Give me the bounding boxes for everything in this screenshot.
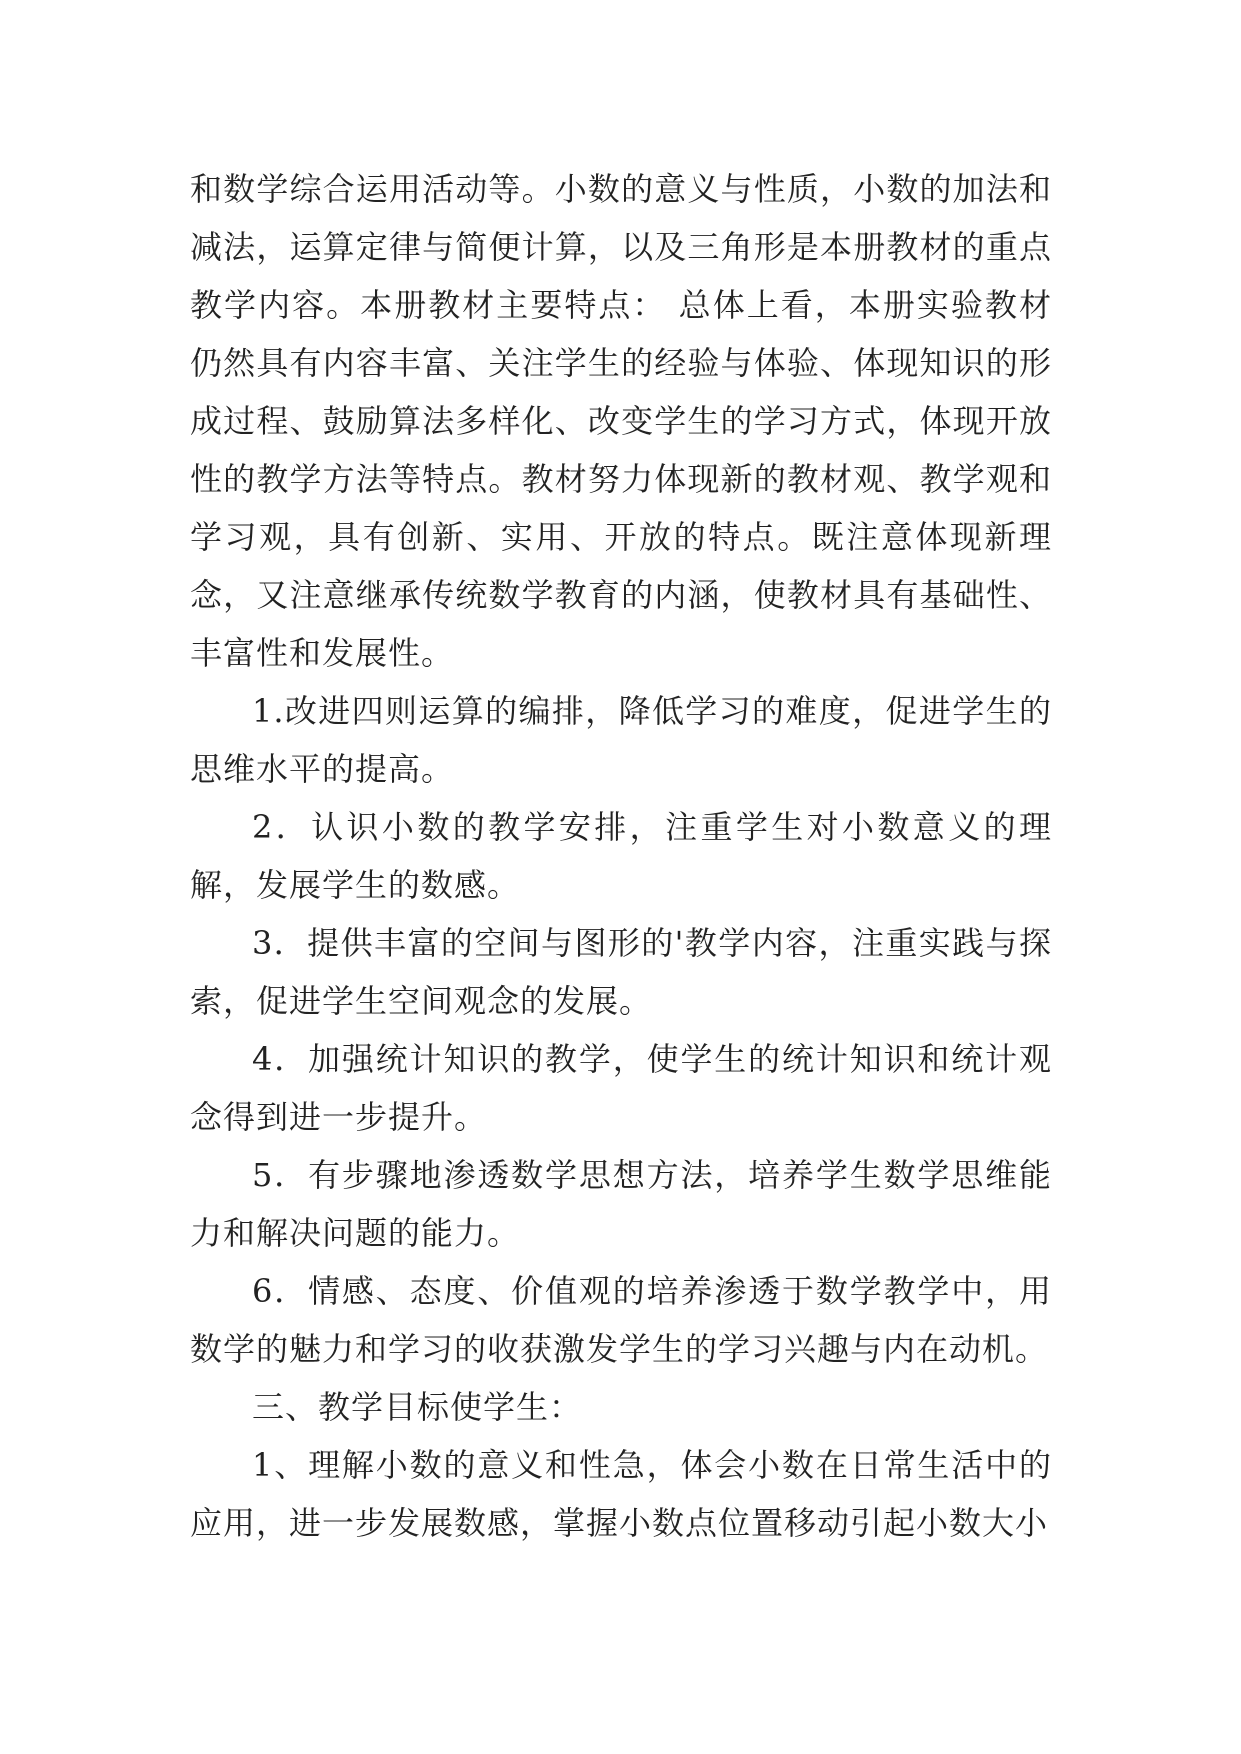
intro-paragraph: 和数学综合运用活动等。小数的意义与性质，小数的加法和减法，运算定律与简便计算，以及三角形是本册教材的重点教学内容。本册教材主要特点： 总体上看，本册实验教材仍然具有内容丰富、关注学生的经验与体验、体现知识的形成过程、鼓励算法多样化、改变学生的学习方式，体现开放性的教学方法等特点。教材努力体现新的教材观、教学观和学习观，具有创新、实用、开放的特点。既注意体现新理念，又注意继承传统数学教育的内涵，使教材具有基础性、丰富性和发展性。 — [190, 170, 1052, 672]
goal-item-1: 1、理解小数的意义和性急，体会小数在日常生活中的应用，进一步发展数感，掌握小数点位置移动引起小数大小 — [190, 1446, 1052, 1542]
feature-item-5: 5．有步骤地渗透数学思想方法，培养学生数学思维能力和解决问题的能力。 — [190, 1156, 1052, 1252]
section-heading: 三、教学目标使学生： — [252, 1388, 583, 1426]
feature-item-3: 3．提供丰富的空间与图形的'教学内容，注重实践与探索，促进学生空间观念的发展。 — [190, 924, 1052, 1020]
feature-item-4: 4．加强统计知识的教学，使学生的统计知识和统计观念得到进一步提升。 — [190, 1040, 1052, 1136]
feature-item-1: 1.改进四则运算的编排，降低学习的难度，促进学生的思维水平的提高。 — [190, 692, 1052, 788]
document-body — [190, 160, 1052, 1552]
feature-item-6: 6．情感、态度、价值观的培养渗透于数学教学中，用数学的魅力和学习的收获激发学生的学习兴趣与内在动机。 — [190, 1272, 1052, 1368]
feature-item-2: 2．认识小数的教学安排，注重学生对小数意义的理解，发展学生的数感。 — [190, 808, 1052, 904]
